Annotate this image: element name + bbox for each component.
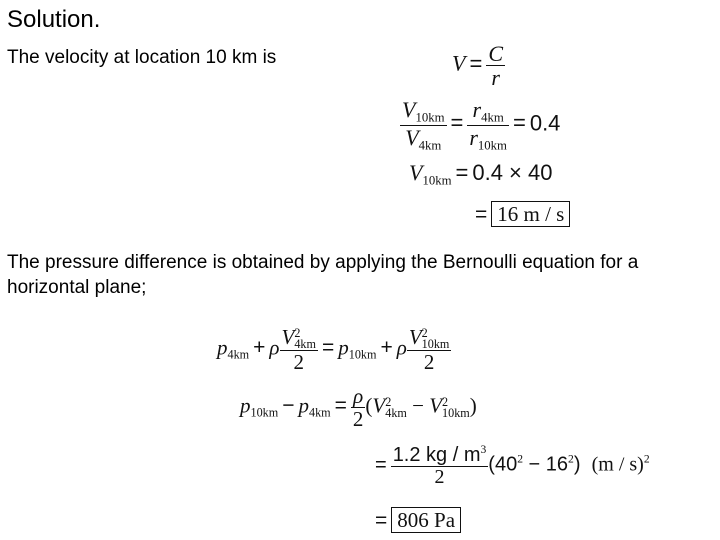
bernoulli-paragraph: The pressure difference is obtained by applying the Bernoulli equation for a horizontal plane; [7, 252, 639, 298]
velocity-ratio-equation: $\frac{V_{10km}}{V_{4km}}$ = $\frac{r_{4km}}{r_{10km}}$ = 0.4 [402, 97, 561, 153]
pressure-result-box: 806 Pa [391, 507, 461, 533]
velocity-equation-1: V = $\frac{C}{r}$ [452, 41, 503, 91]
pressure-substitution-equation: = $\frac{1.2 kg / m^3}{2}$ $(40^2 - 16^2)$ (m / s)$^2$ [375, 443, 650, 489]
velocity-intro-text: The velocity at location 10 km is [7, 47, 277, 68]
bernoulli-equation: $p_{4km} + \rho$ V 2 4km 2 = $p_{10km} + \rho$ V 2 10km 2 [217, 325, 450, 375]
velocity-result-equation: = 16 m / s [471, 202, 570, 227]
velocity-result-box: 16 m / s [491, 201, 570, 227]
velocity-product-equation: $V_{10km} = 0.4 \times 40$ [409, 160, 553, 188]
solution-heading: Solution. [7, 6, 101, 33]
pressure-difference-equation: $p_{10km} - p_{4km}$ = $\frac{\rho}{2}$ (V 2 4km − V 2 10km ) [240, 384, 477, 432]
pressure-result-equation: = 806 Pa [371, 508, 461, 533]
